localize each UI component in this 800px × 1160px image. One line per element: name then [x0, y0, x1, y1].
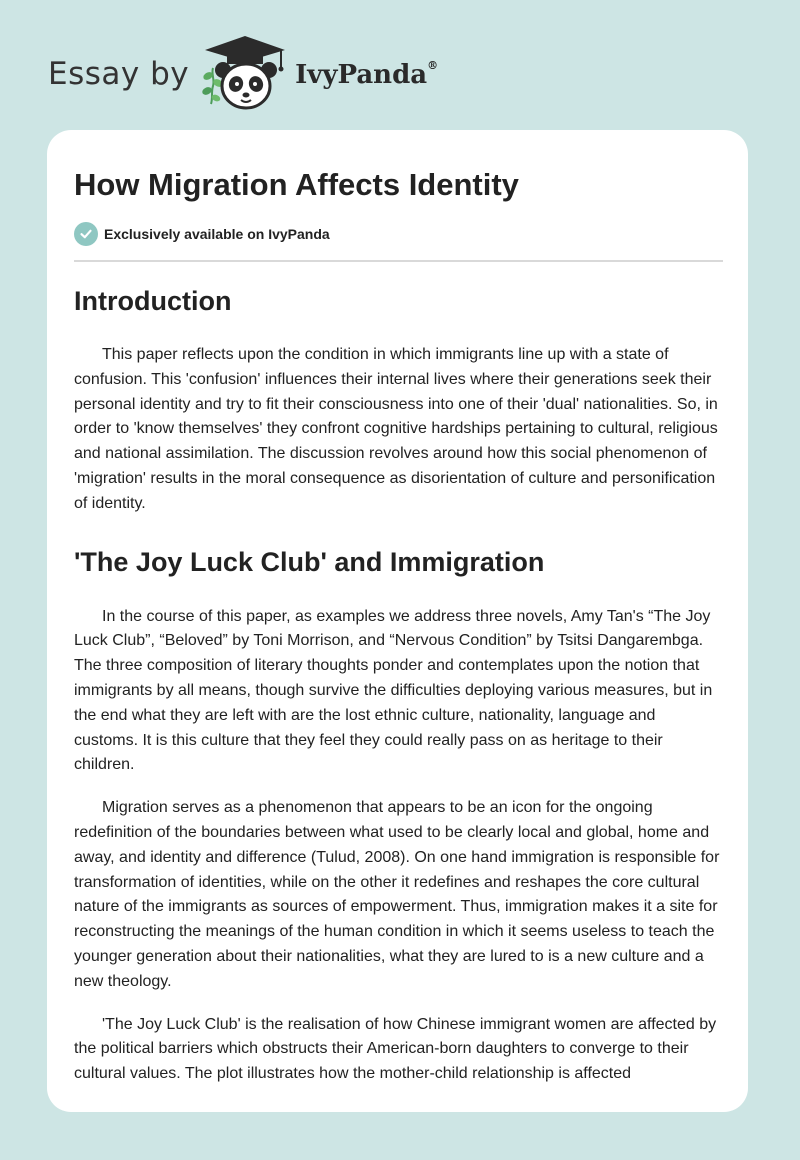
- registered-mark: ®: [427, 59, 439, 73]
- section-heading-introduction: Introduction: [74, 286, 232, 316]
- paragraph: 'The Joy Luck Club' is the realisation of how Chinese immigrant women are affected by the political barriers which obstructs their American-born daughters to converge to their cultural values. The plot illustrates how the mother-child relationship is affected: [74, 1015, 717, 1083]
- exclusive-badge: [74, 221, 723, 247]
- brand-name: IvyPanda®: [295, 59, 439, 90]
- essay-card: [47, 130, 748, 1112]
- paragraph: In the course of this paper, as examples we address three novels, Amy Tan's “The Joy Luck Club”, “Beloved” by Toni Morrison, and “Nervous Condition” by Tsitsi Dangarembga. The three composition of literary thoughts ponder and contemplates upon the notion that immigrants by all means, though survive the difficulties deploying various measures, but in the end what they are left with are the lost ethnic culture, nationality, language and customs. It is this culture that they feel they could really pass on as heritage to their children.: [74, 607, 713, 774]
- exclusive-label: Exclusively available on IvyPanda: [104, 226, 330, 242]
- paragraph: This paper reflects upon the condition in which immigrants line up with a state of confusion. This 'confusion' influences their internal lives where their generations seek their personal identity and try to fit their consciousness into one of their 'dual' nationalities. So, in order to 'know themselves' they confront cognitive hardships pertaining to cultural, religious and national assimilation. The discussion revolves around how this social phenomenon of 'migration' results in the moral consequence as disorientation of culture and personification of identity.: [74, 346, 718, 512]
- brand-header: [48, 34, 438, 114]
- check-icon: [74, 222, 98, 246]
- brand-prefix: Essay by: [48, 56, 190, 92]
- divider: [74, 260, 723, 262]
- section-heading-joy-luck-club: 'The Joy Luck Club' and Immigration: [74, 546, 545, 577]
- panda-logo-icon[interactable]: [197, 34, 293, 114]
- essay-content: [74, 166, 723, 1087]
- paragraph: Migration serves as a phenomenon that appears to be an icon for the ongoing redefinition of the boundaries between what used to be clearly local and global, home and away, and identity and difference (Tulud, 2008). On one hand immigration is responsible for transformation of identities, while on the other it redefines and reshapes the core cultural nature of the immigrants as sources of empowerment. Thus, immigration makes it a site for reconstructing the meanings of the human condition in which it seems useless to teach the younger generation about their nationalities, what they are lured to is a new culture and a new theology.: [74, 799, 720, 990]
- page-title: How Migration Affects Identity: [74, 167, 519, 202]
